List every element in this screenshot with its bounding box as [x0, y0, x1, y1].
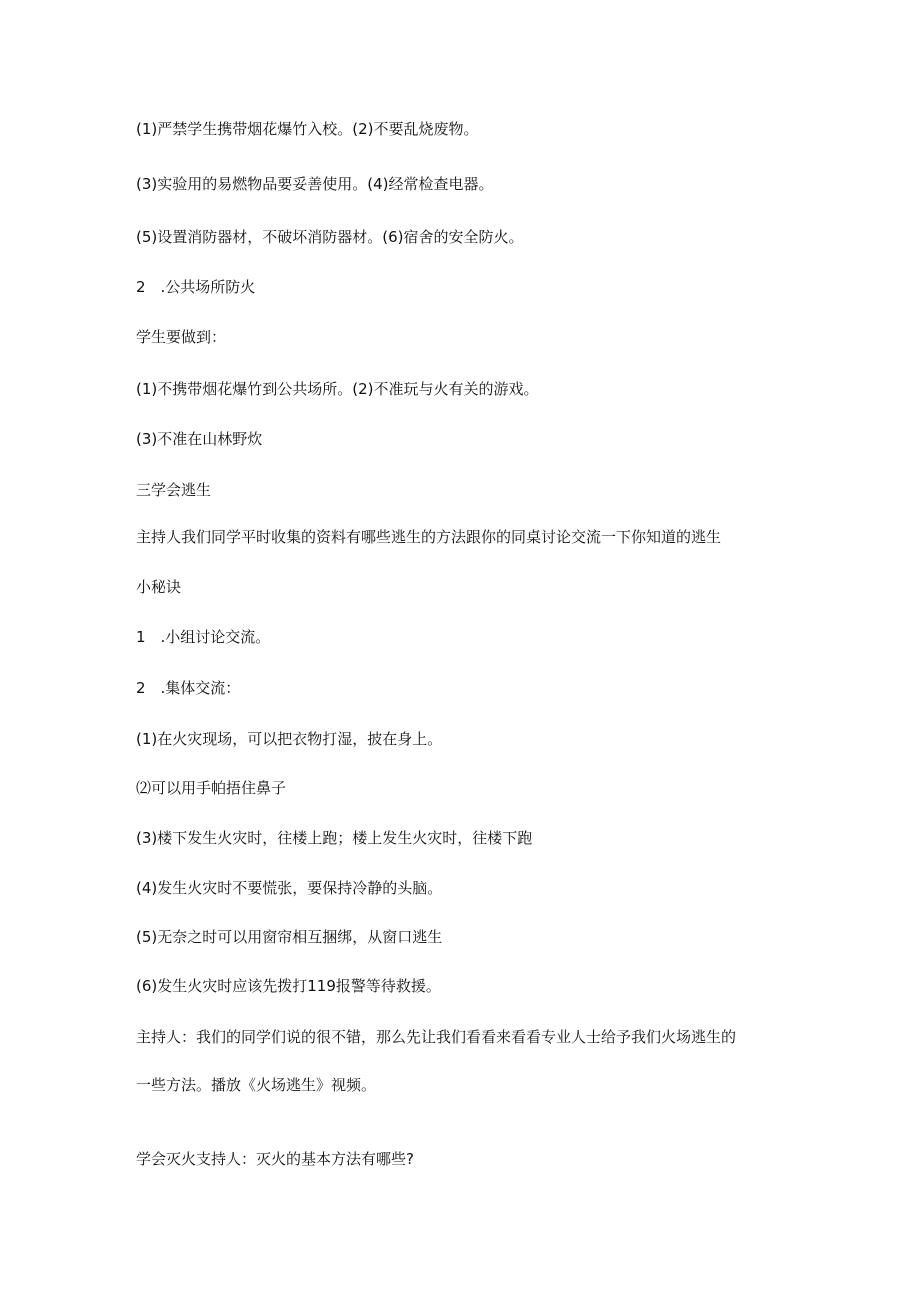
text-line-20: 一些方法。播放《火场逃生》视频。 — [136, 1076, 377, 1094]
text-line-10: 小秘诀 — [136, 578, 182, 596]
text-line-9: 主持人我们同学平时收集的资料有哪些逃生的方法跟你的同桌讨论交流一下你知道的逃生 — [136, 528, 722, 546]
text-line-12: 2 .集体交流： — [136, 679, 241, 697]
text-line-2: (3)实验用的易燃物品要妥善使用。(4)经常检查电器。 — [136, 175, 494, 193]
text-line-6: (1)不携带烟花爆竹到公共场所。(2)不准玩与火有关的游戏。 — [136, 380, 539, 398]
text-line-5: 学生要做到： — [136, 328, 227, 346]
text-line-11: 1 .小组讨论交流。 — [136, 628, 271, 646]
text-line-7: (3)不准在山林野炊 — [136, 430, 263, 448]
text-line-13: (1)在火灾现场，可以把衣物打湿，披在身上。 — [136, 730, 443, 748]
section-heading-public-places: 2 .公共场所防火 — [136, 278, 256, 296]
text-line-21: 学会灭火支持人：灭火的基本方法有哪些? — [136, 1150, 414, 1168]
text-line-17: (5)无奈之时可以用窗帘相互捆绑，从窗口逃生 — [136, 928, 443, 946]
text-line-15: (3)楼下发生火灾时，往楼上跑；楼上发生火灾时，往楼下跑 — [136, 829, 533, 847]
section-heading-escape: 三学会逃生 — [136, 481, 212, 499]
text-line-19: 主持人：我们的同学们说的很不错，那么先让我们看看来看看专业人士给予我们火场逃生的 — [136, 1028, 737, 1046]
text-line-16: (4)发生火灾时不要慌张，要保持冷静的头脑。 — [136, 879, 443, 897]
text-line-18: (6)发生火灾时应该先拨打119报警等待救援。 — [136, 977, 441, 995]
text-line-3: (5)设置消防器材，不破坏消防器材。(6)宿舍的安全防火。 — [136, 228, 524, 246]
text-line-1: (1)严禁学生携带烟花爆竹入校。(2)不要乱烧废物。 — [136, 120, 479, 138]
text-line-14: ⑵可以用手帕捂住鼻子 — [136, 779, 287, 797]
